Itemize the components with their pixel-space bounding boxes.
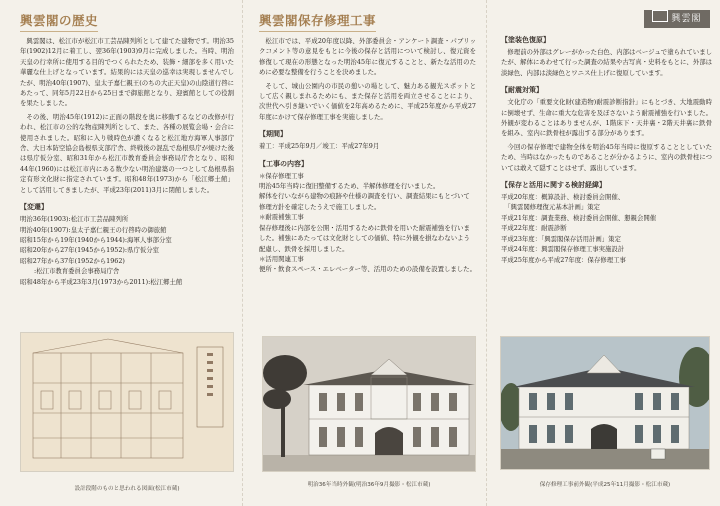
plan-item: 平成25年度から平成27年度：保存修理工事 bbox=[501, 255, 626, 264]
plan-title: 【保存と活用に関する検討経緯】 bbox=[501, 180, 606, 190]
kounkaku-logo bbox=[644, 10, 710, 28]
pre-repair-caption: 保存修理工事前外観(平成25年11月撮影・松江市蔵) bbox=[539, 482, 671, 488]
work-item: ＊耐震補強工事 bbox=[259, 213, 304, 222]
historic-building-illustration bbox=[263, 337, 476, 472]
work-title: 【工事の内容】 bbox=[259, 158, 308, 168]
paint-text: 修理前の外部はグレーがかった白色、内部はベージュで塗られていましたが、解体にあわせて行った調査の結果や古写真・史料をもとに、外部は淡緑色、内部は淡緑色とワニス仕上げに復原しています。 bbox=[501, 48, 712, 77]
changes-item: 昭和15年から19年(1940から1944):海軍人事部分室 bbox=[20, 235, 172, 244]
work-item: 保存修理後に内部を公開・活用するために鉄骨を用いた耐震補強を行いました。補強にあたっては文化財としての価値、特に外観を損なわないよう配慮し、鉄骨を採用しました。 bbox=[259, 223, 470, 253]
plan-item: 平成22年度：耐震診断 bbox=[501, 224, 567, 233]
restoration-para-1: 松江市では、平成20年度以降、外部委員会・アンケート調査・パブリックコメント等の意見をもとに今後の保存と活用について検討し、復元資を修復して現在の形態となった明治45年に復元することと、新たな活用のために必要な整備を行うことを決めました。 bbox=[259, 37, 476, 77]
plan-item: 平成23年度：「興雲閣保存活用計画」策定 bbox=[501, 234, 621, 243]
drawing-image bbox=[20, 332, 234, 472]
drawing-caption: 設計段階のものと思われる図面(松江市蔵) bbox=[74, 486, 180, 492]
changes-item: 明治40年(1907):皇太子嘉仁親王の行啓時の御旅館 bbox=[20, 225, 167, 234]
work-item: ＊活用関連工事 bbox=[259, 254, 304, 263]
historic-caption: 明治36年当時外観(明治36年9月撮影・松江市蔵) bbox=[307, 482, 431, 488]
history-para-1: 興雲閣は、松江市が松江市工芸品陳列所として建てた建物です。明治35年(1902)12月に着工し、翌36年(1903)9月に完成しました。当時、明治天皇の行幸所に使用する目的でつくられたため、装飾・細部を多く用いた華麗な仕上げとなっています。結果的には天皇の巡幸は実現しませんでしたが、明治40年(1907)、皇太子嘉仁親王(のちの大正天皇)の山陰道行啓にあたって、同年5月22日から25日まで御旅館となり、迎賓館としての役割を果たしました。 bbox=[20, 37, 234, 108]
logo-text: 興雲閣 bbox=[671, 14, 702, 24]
quake-para-1: 文化庁の「重要文化財(建造物)耐震診断指針」にもとづき、大地震動時に倒壊せず、生命に重大な危害を及ぼさないよう耐震補強を行いました。外観が変わることはありませんが、1階床下・天井裏・2階天井裏に鉄骨を組み、室内に鉄骨柱が露出する部分があります。 bbox=[501, 98, 712, 138]
paint-title: 【塗装色復原】 bbox=[501, 35, 550, 44]
work-list bbox=[259, 171, 476, 275]
changes-item: 明治36年(1903):松江市工芸品陳列所 bbox=[20, 215, 129, 224]
work-item: ＊保存修理工事 bbox=[259, 171, 304, 180]
changes-title: 【変遷】 bbox=[20, 202, 48, 212]
work-item: 便所・飲食スペース・エレベーター等、活用のための設備を設置しました。 bbox=[259, 265, 476, 274]
logo-mark-icon bbox=[652, 10, 668, 22]
changes-list bbox=[20, 214, 234, 287]
work-item: 解体を行いながら建物の痕跡や仕様の調査を行い、調査結果にもとづいて修理方針を確定したうえで施工しました。 bbox=[259, 192, 470, 211]
plan-item: 「興雲閣修理復元基本計画」策定 bbox=[501, 203, 601, 212]
quake-title: 【耐震対策】 bbox=[501, 85, 543, 95]
restoration-title: 興雲閣保存修理工事 bbox=[259, 11, 376, 32]
history-title: 興雲閣の歴史 bbox=[20, 11, 98, 32]
plan-item: 平成24年度：興雲閣保存修理工事実施設計 bbox=[501, 245, 625, 254]
plan-list bbox=[501, 192, 712, 265]
plan-item: 平成20年度：概算設計、検討委員会開催、 bbox=[501, 193, 625, 202]
history-para-2: その後、明治45年(1912)に正面の階段を奥に移動するなどの改修が行われ、松江市の公的な物産陳列所として、また、各種の展覧会場・会合に使用されました。昭和に入り戦時色が濃くなると松江地方海軍人事部庁舎、大日本防空協会島根県支部庁舎、終戦後の混乱で島根県庁が焼けた後は県庁仮分室、昭和31年から松江市教育委員会事務局庁舎となり、昭和44年(1960)には松江市内にある数少ない明治建築の一つとして島根県指定有形文化財に指定されています。昭和48年(1973)から「松江郷土館」として活用してきましたが、平成23年(2011)3月に閉館しました。 bbox=[20, 112, 234, 194]
changes-item: 昭和20年から27年(1945から1952):県庁仮分室 bbox=[20, 246, 160, 255]
work-item: 明治45年当時に復旧整備するため、半解体修理を行いました。 bbox=[259, 182, 440, 191]
drawing-illustration bbox=[21, 333, 234, 472]
period-text: 着工：平成25年9月／竣工：平成27年9月 bbox=[259, 142, 380, 151]
restoration-para-2: そして、城山公園内の市民の憩いの場として、魅力ある観光スポットとして広く親しまれるためにも、また保存と活用を両立させることにより、次世代へ引き継いでいく価値を2年高めるために、平成25年度から平成27年度にかけて保存修理工事を実施しました。 bbox=[259, 81, 476, 121]
plan-item: 平成21年度：調査業務、検討委員会開催、懇親会開催 bbox=[501, 213, 657, 222]
changes-item: 昭和48年から平成23年3月(1973から2011):松江郷土館 bbox=[20, 277, 183, 286]
period-title: 【期間】 bbox=[259, 129, 287, 139]
historic-photo bbox=[262, 336, 476, 472]
quake-para-2: 今回の保存修理で建物全体を明治45年当時に復原することとしていたため、当時はなかったものであることが分かるように、室内の鉄骨柱については敢えて隠すことはせず、露出しています。 bbox=[501, 142, 712, 172]
changes-item: 昭和27年から37年(1952から1962) bbox=[20, 256, 125, 265]
changes-item: :松江市教育委員会事務局庁舎 bbox=[27, 267, 120, 276]
pre-repair-photo bbox=[500, 336, 710, 470]
pre-repair-building-illustration bbox=[501, 337, 710, 470]
